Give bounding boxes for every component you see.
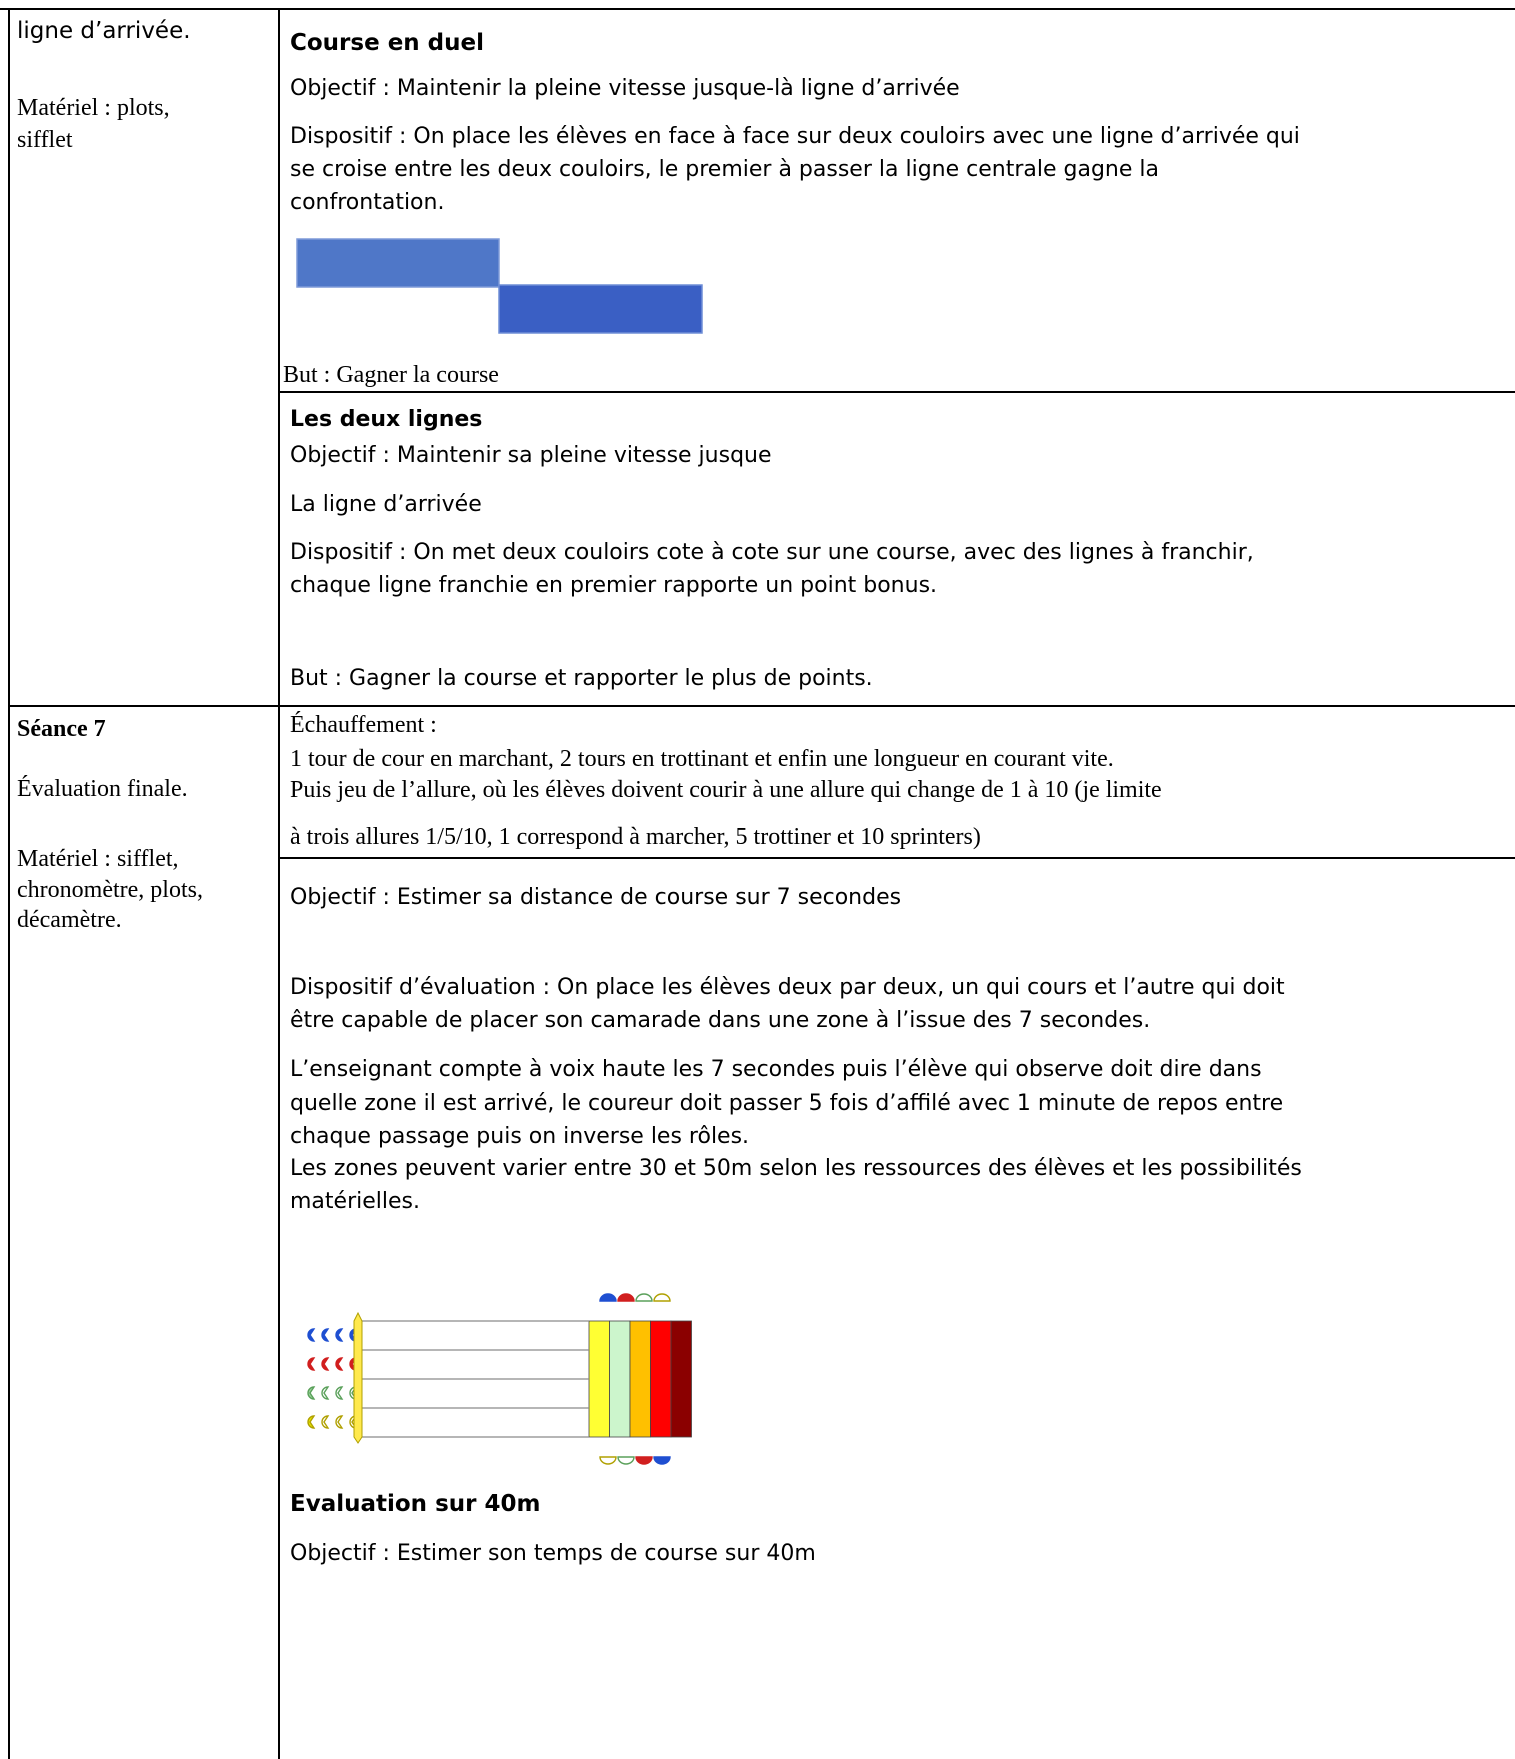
dispositif-line: chaque ligne franchie en premier rapporte un point bonus. <box>290 573 938 598</box>
but-text: But : Gagner la course <box>283 362 499 388</box>
materiel-line: Matériel : plots, <box>17 95 170 121</box>
evaluation-zone <box>651 1321 672 1437</box>
evaluation-zone <box>671 1321 692 1437</box>
echauffement-line: 1 tour de cour en marchant, 2 tours en trottinant et enfin une longueur en courant vite. <box>290 746 1114 772</box>
row-divider-seance7 <box>8 705 1515 707</box>
section-title: Les deux lignes <box>290 407 483 432</box>
evaluation-zone <box>630 1321 651 1437</box>
objectif-text: Objectif : Maintenir la pleine vitesse jusque-là ligne d’arrivée <box>290 76 960 101</box>
seance-title: Séance 7 <box>17 716 106 742</box>
evaluation-zone <box>589 1321 610 1437</box>
materiel-line: chronomètre, plots, <box>17 877 203 903</box>
seance-subtitle: Évaluation finale. <box>17 776 188 802</box>
materiel-line: Matériel : sifflet, <box>17 846 179 872</box>
evaluation-field-diagram <box>296 1285 696 1475</box>
dispositif-line: Dispositif : On met deux couloirs cote à cote sur une course, avec des lignes à franchir, <box>290 540 1254 565</box>
dispositif-line: confrontation. <box>290 190 445 215</box>
section-title: Evaluation sur 40m <box>290 1491 541 1517</box>
ligne-text: La ligne d’arrivée <box>290 492 482 517</box>
materiel-line: décamètre. <box>17 907 122 933</box>
echauffement-title: Échauffement : <box>290 712 437 738</box>
row-divider-duel <box>280 391 1515 393</box>
echauffement-line: Puis jeu de l’allure, où les élèves doivent courir à une allure qui change de 1 à 10 (je limite <box>290 777 1162 803</box>
echauffement-line: à trois allures 1/5/10, 1 correspond à marcher, 5 trottiner et 10 sprinters) <box>290 824 981 850</box>
continued-text: ligne d’arrivée. <box>17 18 191 44</box>
duel-lanes-diagram <box>296 238 706 336</box>
column-divider <box>278 8 280 1759</box>
start-line-marker <box>354 1313 362 1443</box>
dispositif-line: se croise entre les deux couloirs, le premier à passer la ligne centrale gagne la <box>290 157 1159 182</box>
enseignant-line: Les zones peuvent varier entre 30 et 50m selon les ressources des élèves et les possibilités <box>290 1156 1302 1181</box>
dispositif-line: être capable de placer son camarade dans une zone à l’issue des 7 secondes. <box>290 1008 1151 1033</box>
objectif-text: Objectif : Estimer son temps de course sur 40m <box>290 1541 816 1566</box>
objectif-text: Objectif : Maintenir sa pleine vitesse jusque <box>290 443 772 468</box>
materiel-line: sifflet <box>17 127 73 153</box>
but-text: But : Gagner la course et rapporter le plus de points. <box>290 666 873 691</box>
row-divider-echauffement <box>280 857 1515 859</box>
dispositif-line: Dispositif : On place les élèves en face à face sur deux couloirs avec une ligne d’arrivée qui <box>290 124 1300 149</box>
enseignant-line: quelle zone il est arrivé, le coureur doit passer 5 fois d’affilé avec 1 minute de repos entre <box>290 1091 1284 1116</box>
enseignant-line: matérielles. <box>290 1189 420 1214</box>
lane-top <box>297 239 499 287</box>
evaluation-zone <box>610 1321 631 1437</box>
lane-bottom <box>499 285 702 333</box>
dispositif-line: Dispositif d’évaluation : On place les élèves deux par deux, un qui cours et l’autre qui doit <box>290 975 1285 1000</box>
table-left-border <box>8 8 10 1759</box>
table-top-border <box>0 8 1515 10</box>
enseignant-line: L’enseignant compte à voix haute les 7 secondes puis l’élève qui observe doit dire dans <box>290 1057 1262 1082</box>
enseignant-line: chaque passage puis on inverse les rôles. <box>290 1124 750 1149</box>
objectif-text: Objectif : Estimer sa distance de course sur 7 secondes <box>290 885 902 910</box>
section-title: Course en duel <box>290 30 484 56</box>
